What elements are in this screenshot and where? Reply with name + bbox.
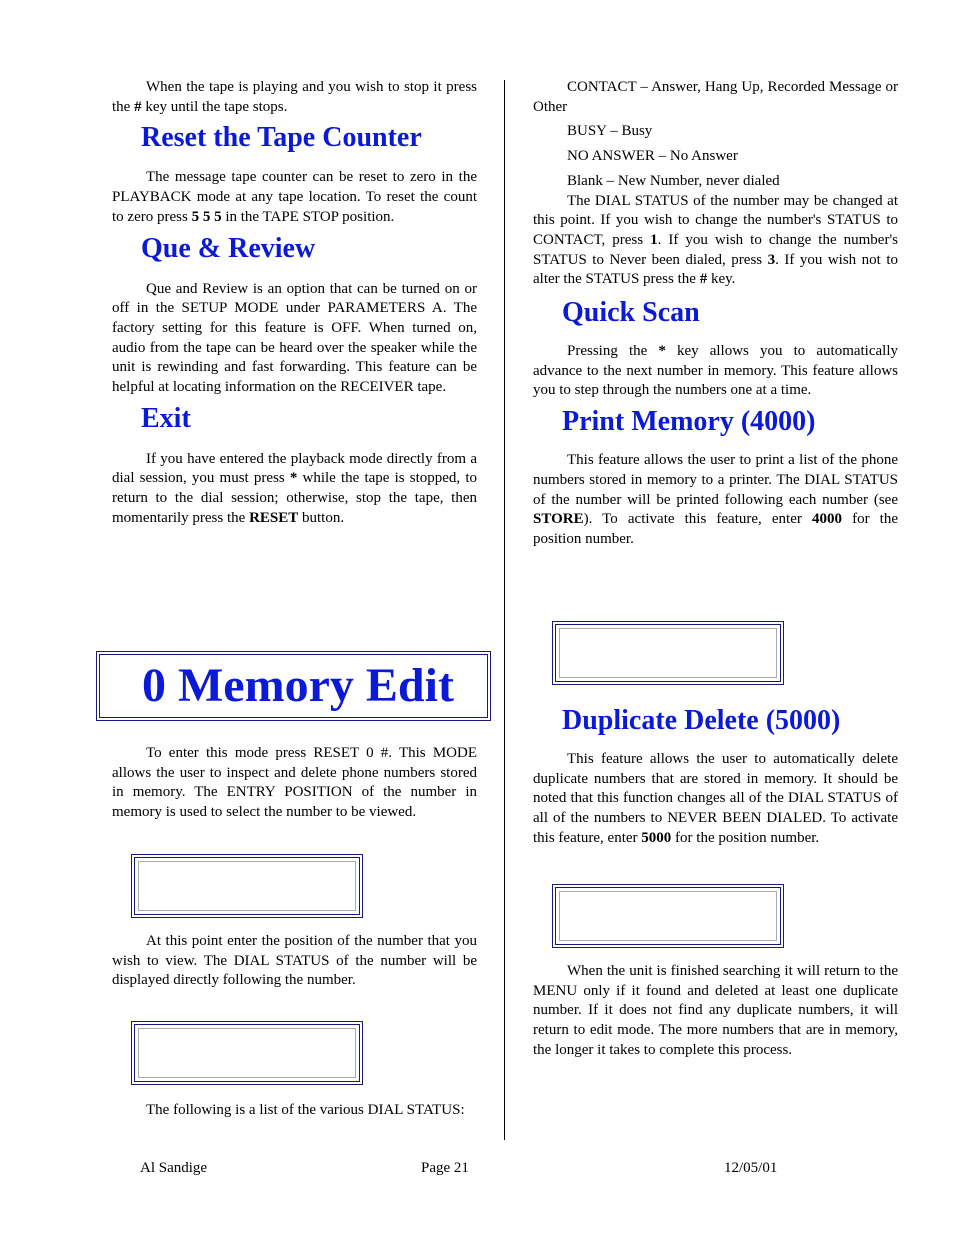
memory-edit-title-box xyxy=(96,651,491,721)
print-memory-paragraph: This feature allows the user to print a list of the phone numbers stored in memory to a printer. The DIAL STATUS of the number will be printed following each number (see STORE). To activate this feature, enter 4000 for the position number. xyxy=(533,452,898,547)
lcd-display-box xyxy=(131,1021,363,1085)
exit-paragraph: If you have entered the playback mode directly from a dial session, you must press * while the tape is stopped, to return to the dial session; otherwise, stop the tape, then momentarily press the RESET button. xyxy=(112,450,477,526)
dial-status-intro: The following is a list of the various DIAL STATUS: xyxy=(146,1102,465,1118)
column-divider xyxy=(504,80,505,1140)
status-blank: Blank – New Number, never dialed xyxy=(567,172,780,189)
lcd-display-box xyxy=(131,854,363,918)
right-column-lower-2 xyxy=(533,962,898,1061)
footer-date: 12/05/01 xyxy=(724,1160,778,1176)
lcd-display-box xyxy=(552,621,784,685)
heading-exit: Exit xyxy=(141,402,191,434)
footer-page-number: Page 21 xyxy=(421,1160,469,1176)
heading-quick-scan: Quick Scan xyxy=(562,297,700,329)
reset-paragraph: The message tape counter can be reset to zero in the PLAYBACK mode at any tape location. To reset the count to zero press 5 5 5 in the TAPE STOP position. xyxy=(112,169,477,225)
finish-paragraph: When the unit is finished searching it will return to the MENU only if it found and deleted at least one duplicate number. If it does not find any duplicate numbers, it will return to edit mode. The more numbers that are in memory, the longer it takes to complete this process. xyxy=(533,963,898,1058)
left-column xyxy=(112,78,477,529)
position-paragraph: At this point enter the position of the number that you wish to view. The DIAL STATUS of the number will be displayed directly following the number. xyxy=(112,933,477,989)
footer-author: Al Sandige xyxy=(140,1160,208,1176)
heading-que-review: Que & Review xyxy=(141,232,316,264)
tape-stop-paragraph: When the tape is playing and you wish to stop it press the # key until the tape stops. xyxy=(112,79,477,115)
heading-reset-tape-counter: Reset the Tape Counter xyxy=(141,122,422,154)
status-busy: BUSY – Busy xyxy=(567,123,653,140)
left-column-lower-2 xyxy=(112,932,477,991)
memory-edit-paragraph: To enter this mode press RESET 0 #. This MODE allows the user to inspect and delete phone numbers stored in memory. The ENTRY POSITION of the number in memory is used to select the number to be viewed. xyxy=(112,745,477,821)
left-column-lower-3 xyxy=(112,1101,477,1121)
lcd-display-box xyxy=(552,884,784,948)
quick-scan-paragraph: Pressing the * key allows you to automatically advance to the next number in memory. This feature allows you to step through the numbers one at a time. xyxy=(533,343,899,399)
duplicate-delete-paragraph: This feature allows the user to automatically delete duplicate numbers that are stored in memory. It should be noted that this function changes all of the DIAL STATUS of all of the numbers to NEVER BEEN DIALED. To activate this feature, enter 5000 for the position number. xyxy=(533,751,898,846)
status-no-answer: NO ANSWER – No Answer xyxy=(567,148,738,165)
heading-print-memory: Print Memory (4000) xyxy=(562,406,816,438)
right-column-lower xyxy=(533,704,898,849)
que-paragraph: Que and Review is an option that can be turned on or off in the SETUP MODE under PARAMETERS A. The factory setting for this feature is OFF. When turned on, audio from the tape can be heard over the speaker while the unit is rewinding and fast forwarding. This feature can be helpful at locating information on the RECEIVER tape. xyxy=(112,280,477,396)
status-change-paragraph: The DIAL STATUS of the number may be changed at this point. If you wish to change the number's STATUS to CONTACT, press 1. If you wish to change the number's STATUS to Never been dialed, press 3. If you wish not to alter the STATUS press the # key. xyxy=(533,192,898,288)
left-column-lower xyxy=(112,744,477,823)
heading-duplicate-delete: Duplicate Delete (5000) xyxy=(562,705,841,736)
memory-edit-title: 0 Memory Edit xyxy=(142,659,454,712)
right-column xyxy=(533,78,898,550)
status-contact: CONTACT – Answer, Hang Up, Recorded Message or Other xyxy=(533,79,898,115)
